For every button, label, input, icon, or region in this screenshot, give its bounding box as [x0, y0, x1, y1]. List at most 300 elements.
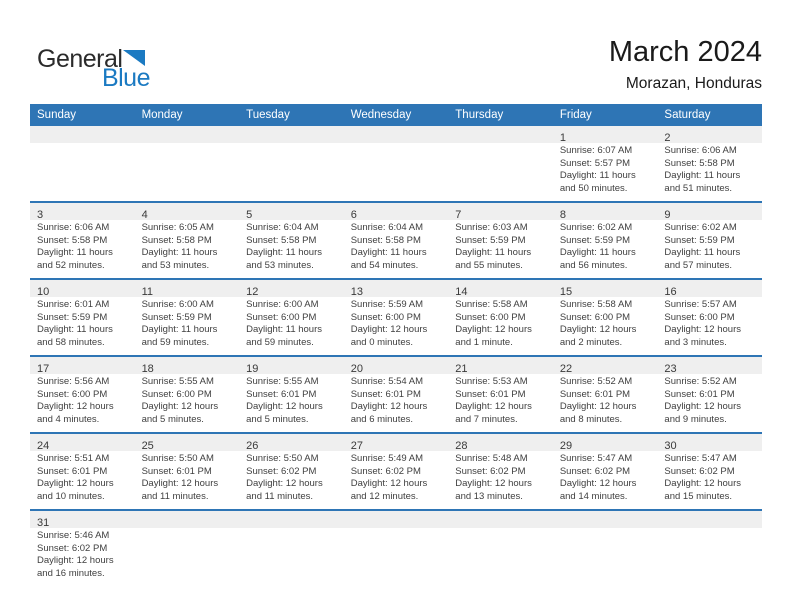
- calendar-day-16: [657, 280, 762, 355]
- day-number-band: [344, 511, 449, 528]
- day-details: [344, 451, 449, 509]
- calendar-day-17: [30, 357, 135, 432]
- day-number: 4: [141, 209, 148, 221]
- day-details: [30, 451, 135, 509]
- calendar-day-22: [553, 357, 658, 432]
- sunset-text: Sunset: 5:58 PM: [37, 234, 108, 246]
- day-header-sunday: Sunday: [37, 109, 77, 121]
- logo-text-blue: Blue: [101, 64, 150, 92]
- day-details: [344, 297, 449, 355]
- daylight-hours-text: Daylight: 12 hours: [664, 401, 741, 412]
- sunrise-text: Sunrise: 5:52 AM: [559, 376, 633, 387]
- day-number-band: [135, 126, 240, 143]
- calendar-day-12: [239, 280, 344, 355]
- calendar-day-empty: [344, 511, 449, 586]
- sunset-text: Sunset: 5:58 PM: [141, 234, 212, 246]
- day-number: 3: [37, 209, 44, 221]
- calendar-day-empty: [30, 126, 135, 201]
- day-number: 16: [664, 286, 677, 298]
- day-number-band: [448, 126, 553, 143]
- day-details: [30, 220, 135, 278]
- day-details: [553, 143, 658, 201]
- calendar-day-1: [553, 126, 658, 201]
- week-row: [30, 126, 762, 203]
- day-details: [657, 374, 762, 432]
- daylight-minutes-text: and 0 minutes.: [350, 336, 414, 348]
- daylight-hours-text: Daylight: 11 hours: [141, 247, 218, 258]
- daylight-hours-text: Daylight: 11 hours: [37, 247, 113, 258]
- sunrise-text: Sunrise: 5:54 AM: [350, 376, 424, 387]
- sunrise-text: Sunrise: 5:47 AM: [559, 453, 633, 464]
- day-details: [344, 374, 449, 432]
- calendar-day-empty: [448, 126, 553, 201]
- daylight-hours-text: Daylight: 12 hours: [664, 478, 741, 489]
- calendar-day-23: [657, 357, 762, 432]
- daylight-minutes-text: and 4 minutes.: [37, 413, 100, 425]
- day-number-band: [553, 126, 658, 143]
- sunset-text: Sunset: 5:59 PM: [559, 234, 631, 246]
- calendar-day-30: [657, 434, 762, 509]
- daylight-minutes-text: and 12 minutes.: [350, 490, 419, 502]
- location-subtitle: Morazan, Honduras: [625, 75, 762, 92]
- daylight-hours-text: Daylight: 11 hours: [559, 170, 636, 181]
- day-number-band: [553, 357, 658, 374]
- sunrise-text: Sunrise: 5:51 AM: [37, 453, 110, 464]
- daylight-hours-text: Daylight: 11 hours: [246, 247, 323, 258]
- calendar-day-11: [135, 280, 240, 355]
- day-number: 5: [246, 209, 253, 221]
- calendar-day-5: [239, 203, 344, 278]
- day-number-band: [344, 357, 449, 374]
- sunset-text: Sunset: 6:01 PM: [559, 388, 631, 400]
- sunrise-text: Sunrise: 5:46 AM: [37, 530, 110, 541]
- day-number-band: [448, 511, 553, 528]
- sunset-text: Sunset: 6:02 PM: [37, 542, 108, 554]
- daylight-minutes-text: and 51 minutes.: [664, 182, 733, 194]
- day-number: 30: [664, 440, 677, 452]
- week-row: [30, 280, 762, 357]
- calendar-day-19: [239, 357, 344, 432]
- weekday-header-row: [30, 104, 762, 126]
- calendar-day-empty: [553, 511, 658, 586]
- day-details: [135, 528, 240, 586]
- sunset-text: Sunset: 5:59 PM: [455, 234, 526, 246]
- calendar-day-29: [553, 434, 658, 509]
- calendar-day-empty: [135, 126, 240, 201]
- calendar-day-3: [30, 203, 135, 278]
- logo-text-general: General: [37, 45, 123, 73]
- calendar-day-empty: [344, 126, 449, 201]
- day-number-band: [30, 203, 135, 220]
- day-number-band: [135, 280, 240, 297]
- calendar-table: [30, 104, 762, 586]
- calendar-day-9: [657, 203, 762, 278]
- daylight-hours-text: Daylight: 12 hours: [559, 324, 637, 335]
- calendar-day-empty: [657, 511, 762, 586]
- day-details: [553, 220, 658, 278]
- day-number-band: [657, 203, 762, 220]
- daylight-hours-text: Daylight: 11 hours: [664, 247, 741, 258]
- day-number-band: [135, 434, 240, 451]
- calendar-day-26: [239, 434, 344, 509]
- daylight-minutes-text: and 11 minutes.: [246, 490, 314, 502]
- day-details: [657, 220, 762, 278]
- day-details: [239, 374, 344, 432]
- day-details: [239, 220, 344, 278]
- daylight-minutes-text: and 13 minutes.: [455, 490, 523, 502]
- day-header-saturday: Saturday: [664, 109, 711, 121]
- day-details: [448, 297, 553, 355]
- daylight-hours-text: Daylight: 12 hours: [455, 401, 532, 412]
- calendar-day-31: [30, 511, 135, 586]
- sunrise-text: Sunrise: 6:05 AM: [141, 222, 214, 233]
- day-details: [344, 143, 449, 201]
- calendar-day-15: [553, 280, 658, 355]
- day-header-friday: Friday: [559, 109, 592, 121]
- day-number: 6: [350, 209, 357, 221]
- day-details: [553, 374, 658, 432]
- daylight-hours-text: Daylight: 12 hours: [350, 324, 428, 335]
- day-details: [657, 143, 762, 201]
- day-details: [135, 143, 240, 201]
- calendar-day-empty: [239, 511, 344, 586]
- sunset-text: Sunset: 6:00 PM: [455, 311, 526, 323]
- daylight-minutes-text: and 53 minutes.: [246, 259, 314, 271]
- daylight-hours-text: Daylight: 11 hours: [664, 170, 741, 181]
- daylight-minutes-text: and 10 minutes.: [37, 490, 105, 502]
- sunset-text: Sunset: 5:58 PM: [664, 157, 735, 169]
- sunset-text: Sunset: 6:01 PM: [246, 388, 317, 400]
- day-number-band: [448, 434, 553, 451]
- week-row: [30, 434, 762, 511]
- day-number-band: [553, 511, 658, 528]
- daylight-hours-text: Daylight: 11 hours: [246, 324, 323, 335]
- day-details: [135, 220, 240, 278]
- day-number: 10: [37, 286, 50, 298]
- sunrise-text: Sunrise: 6:06 AM: [37, 222, 110, 233]
- day-details: [553, 528, 658, 586]
- daylight-minutes-text: and 59 minutes.: [246, 336, 314, 348]
- sunset-text: Sunset: 6:00 PM: [141, 388, 212, 400]
- day-number-band: [657, 434, 762, 451]
- calendar-day-8: [553, 203, 658, 278]
- day-number-band: [30, 280, 135, 297]
- daylight-minutes-text: and 15 minutes.: [664, 490, 733, 502]
- day-number-band: [30, 511, 135, 528]
- sunrise-text: Sunrise: 5:58 AM: [559, 299, 633, 310]
- daylight-hours-text: Daylight: 12 hours: [141, 401, 219, 412]
- day-details: [135, 297, 240, 355]
- week-row: [30, 203, 762, 280]
- sunrise-text: Sunrise: 6:03 AM: [455, 222, 528, 233]
- sunrise-text: Sunrise: 5:49 AM: [350, 453, 424, 464]
- day-number-band: [135, 511, 240, 528]
- sunrise-text: Sunrise: 6:02 AM: [559, 222, 633, 233]
- day-details: [30, 297, 135, 355]
- day-number-band: [344, 203, 449, 220]
- day-number: 25: [141, 440, 154, 452]
- day-number: 18: [141, 363, 154, 375]
- daylight-hours-text: Daylight: 12 hours: [141, 478, 219, 489]
- sunrise-text: Sunrise: 5:52 AM: [664, 376, 737, 387]
- sunset-text: Sunset: 6:02 PM: [455, 465, 526, 477]
- day-number-band: [239, 357, 344, 374]
- sunset-text: Sunset: 6:01 PM: [37, 465, 108, 477]
- sunrise-text: Sunrise: 6:04 AM: [246, 222, 319, 233]
- sunrise-text: Sunrise: 5:53 AM: [455, 376, 528, 387]
- sunset-text: Sunset: 5:58 PM: [246, 234, 317, 246]
- day-number-band: [553, 434, 658, 451]
- day-number: 14: [455, 286, 468, 298]
- day-number-band: [239, 203, 344, 220]
- day-details: [657, 451, 762, 509]
- daylight-minutes-text: and 52 minutes.: [37, 259, 105, 271]
- day-number-band: [657, 357, 762, 374]
- day-number-band: [344, 126, 449, 143]
- day-number-band: [30, 434, 135, 451]
- daylight-minutes-text: and 14 minutes.: [559, 490, 628, 502]
- daylight-hours-text: Daylight: 11 hours: [559, 247, 636, 258]
- day-number-band: [344, 280, 449, 297]
- calendar-day-empty: [239, 126, 344, 201]
- daylight-minutes-text: and 2 minutes.: [559, 336, 623, 348]
- sunrise-text: Sunrise: 5:57 AM: [664, 299, 737, 310]
- daylight-hours-text: Daylight: 12 hours: [455, 478, 532, 489]
- day-details: [239, 143, 344, 201]
- day-number-band: [344, 434, 449, 451]
- calendar-day-10: [30, 280, 135, 355]
- sunrise-text: Sunrise: 5:56 AM: [37, 376, 110, 387]
- daylight-minutes-text: and 56 minutes.: [559, 259, 628, 271]
- sunrise-text: Sunrise: 5:55 AM: [141, 376, 214, 387]
- sunset-text: Sunset: 6:00 PM: [350, 311, 421, 323]
- calendar-day-4: [135, 203, 240, 278]
- calendar-day-18: [135, 357, 240, 432]
- day-details: [448, 451, 553, 509]
- sunset-text: Sunset: 6:00 PM: [37, 388, 108, 400]
- day-number: 8: [559, 209, 566, 221]
- daylight-minutes-text: and 1 minute.: [455, 336, 513, 348]
- day-number: 7: [455, 209, 462, 221]
- sunrise-text: Sunrise: 5:55 AM: [246, 376, 319, 387]
- calendar-day-24: [30, 434, 135, 509]
- calendar-day-21: [448, 357, 553, 432]
- sunrise-text: Sunrise: 6:00 AM: [246, 299, 319, 310]
- title-block: [609, 36, 762, 93]
- day-header-thursday: Thursday: [455, 109, 504, 121]
- day-number: 12: [246, 286, 259, 298]
- sunset-text: Sunset: 6:01 PM: [455, 388, 526, 400]
- sunset-text: Sunset: 6:00 PM: [246, 311, 317, 323]
- daylight-minutes-text: and 11 minutes.: [141, 490, 209, 502]
- daylight-minutes-text: and 54 minutes.: [350, 259, 419, 271]
- sunset-text: Sunset: 6:00 PM: [559, 311, 631, 323]
- day-number-band: [135, 357, 240, 374]
- day-number-band: [657, 126, 762, 143]
- day-details: [657, 528, 762, 586]
- daylight-minutes-text: and 58 minutes.: [37, 336, 105, 348]
- calendar-day-20: [344, 357, 449, 432]
- sunrise-text: Sunrise: 6:07 AM: [559, 145, 633, 156]
- calendar-day-25: [135, 434, 240, 509]
- sunrise-text: Sunrise: 6:06 AM: [664, 145, 737, 156]
- day-number: 27: [350, 440, 363, 452]
- sunset-text: Sunset: 5:59 PM: [664, 234, 735, 246]
- day-number: 23: [664, 363, 677, 375]
- day-number-band: [448, 280, 553, 297]
- day-number: 31: [37, 517, 50, 529]
- daylight-hours-text: Daylight: 12 hours: [559, 478, 637, 489]
- day-number: 24: [37, 440, 50, 452]
- calendar-day-13: [344, 280, 449, 355]
- sunset-text: Sunset: 5:59 PM: [141, 311, 212, 323]
- sunset-text: Sunset: 6:01 PM: [664, 388, 735, 400]
- day-details: [30, 528, 135, 586]
- sunset-text: Sunset: 5:59 PM: [37, 311, 108, 323]
- day-details: [135, 374, 240, 432]
- day-number-band: [135, 203, 240, 220]
- day-number: 28: [455, 440, 468, 452]
- daylight-minutes-text: and 57 minutes.: [664, 259, 733, 271]
- sunrise-text: Sunrise: 5:50 AM: [141, 453, 214, 464]
- day-details: [448, 143, 553, 201]
- daylight-minutes-text: and 3 minutes.: [664, 336, 727, 348]
- sunrise-text: Sunrise: 5:59 AM: [350, 299, 424, 310]
- sunset-text: Sunset: 5:57 PM: [559, 157, 631, 169]
- sunrise-text: Sunrise: 6:00 AM: [141, 299, 214, 310]
- day-number-band: [448, 357, 553, 374]
- daylight-hours-text: Daylight: 12 hours: [37, 555, 114, 566]
- sunrise-text: Sunrise: 5:58 AM: [455, 299, 528, 310]
- day-number-band: [30, 357, 135, 374]
- day-details: [239, 451, 344, 509]
- daylight-hours-text: Daylight: 12 hours: [455, 324, 532, 335]
- sunset-text: Sunset: 6:02 PM: [664, 465, 735, 477]
- day-number-band: [239, 280, 344, 297]
- calendar-day-14: [448, 280, 553, 355]
- daylight-minutes-text: and 59 minutes.: [141, 336, 210, 348]
- day-number: 19: [246, 363, 259, 375]
- day-details: [30, 143, 135, 201]
- sunrise-text: Sunrise: 6:04 AM: [350, 222, 424, 233]
- day-number: 26: [246, 440, 259, 452]
- day-number: 17: [37, 363, 50, 375]
- day-number: 22: [559, 363, 573, 375]
- day-details: [239, 528, 344, 586]
- day-number: 1: [559, 132, 566, 144]
- day-number-band: [30, 126, 135, 143]
- calendar-weeks: [30, 126, 762, 586]
- day-number: 21: [455, 363, 468, 375]
- day-number: 20: [350, 363, 363, 375]
- day-number-band: [239, 126, 344, 143]
- daylight-minutes-text: and 50 minutes.: [559, 182, 628, 194]
- day-details: [344, 528, 449, 586]
- day-details: [553, 297, 658, 355]
- daylight-minutes-text: and 5 minutes.: [246, 413, 309, 425]
- daylight-hours-text: Daylight: 12 hours: [350, 478, 428, 489]
- week-row: [30, 357, 762, 434]
- calendar-day-7: [448, 203, 553, 278]
- day-number: 29: [559, 440, 573, 452]
- daylight-minutes-text: and 55 minutes.: [455, 259, 523, 271]
- sunrise-text: Sunrise: 5:48 AM: [455, 453, 528, 464]
- sunrise-text: Sunrise: 5:47 AM: [664, 453, 737, 464]
- day-number-band: [553, 280, 658, 297]
- general-blue-logo: [37, 45, 152, 92]
- day-number-band: [448, 203, 553, 220]
- daylight-hours-text: Daylight: 12 hours: [246, 478, 323, 489]
- calendar-day-empty: [135, 511, 240, 586]
- day-details: [448, 528, 553, 586]
- day-details: [657, 297, 762, 355]
- daylight-minutes-text: and 5 minutes.: [141, 413, 204, 425]
- sunset-text: Sunset: 5:58 PM: [350, 234, 421, 246]
- day-number: 9: [664, 209, 671, 221]
- daylight-hours-text: Daylight: 11 hours: [141, 324, 218, 335]
- sunset-text: Sunset: 6:01 PM: [141, 465, 212, 477]
- daylight-minutes-text: and 53 minutes.: [141, 259, 210, 271]
- day-header-tuesday: Tuesday: [246, 109, 290, 121]
- day-number: 2: [664, 132, 671, 144]
- daylight-hours-text: Daylight: 11 hours: [350, 247, 427, 258]
- sunset-text: Sunset: 6:02 PM: [559, 465, 631, 477]
- daylight-minutes-text: and 9 minutes.: [664, 413, 727, 425]
- week-row: [30, 511, 762, 586]
- daylight-hours-text: Daylight: 11 hours: [455, 247, 532, 258]
- calendar-day-27: [344, 434, 449, 509]
- day-number: 13: [350, 286, 363, 298]
- calendar-day-2: [657, 126, 762, 201]
- daylight-hours-text: Daylight: 12 hours: [246, 401, 323, 412]
- day-header-monday: Monday: [141, 109, 183, 121]
- sunset-text: Sunset: 6:00 PM: [664, 311, 735, 323]
- sunset-text: Sunset: 6:02 PM: [246, 465, 317, 477]
- sunrise-text: Sunrise: 6:01 AM: [37, 299, 110, 310]
- day-number-band: [657, 511, 762, 528]
- day-number-band: [553, 203, 658, 220]
- sunset-text: Sunset: 6:02 PM: [350, 465, 421, 477]
- day-details: [553, 451, 658, 509]
- daylight-hours-text: Daylight: 11 hours: [37, 324, 113, 335]
- sunrise-text: Sunrise: 5:50 AM: [246, 453, 319, 464]
- daylight-minutes-text: and 16 minutes.: [37, 567, 105, 579]
- calendar-day-6: [344, 203, 449, 278]
- day-number-band: [657, 280, 762, 297]
- daylight-minutes-text: and 6 minutes.: [350, 413, 414, 425]
- day-details: [30, 374, 135, 432]
- day-details: [344, 220, 449, 278]
- day-details: [448, 220, 553, 278]
- daylight-hours-text: Daylight: 12 hours: [37, 401, 114, 412]
- daylight-hours-text: Daylight: 12 hours: [350, 401, 428, 412]
- daylight-hours-text: Daylight: 12 hours: [559, 401, 637, 412]
- daylight-minutes-text: and 8 minutes.: [559, 413, 623, 425]
- month-title: March 2024: [608, 36, 762, 68]
- calendar-day-28: [448, 434, 553, 509]
- day-number: 15: [559, 286, 573, 298]
- sunrise-text: Sunrise: 6:02 AM: [664, 222, 737, 233]
- calendar-day-empty: [448, 511, 553, 586]
- sunset-text: Sunset: 6:01 PM: [350, 388, 421, 400]
- day-number: 11: [141, 286, 153, 298]
- day-details: [135, 451, 240, 509]
- daylight-hours-text: Daylight: 12 hours: [37, 478, 114, 489]
- day-details: [448, 374, 553, 432]
- day-number-band: [239, 511, 344, 528]
- daylight-hours-text: Daylight: 12 hours: [664, 324, 741, 335]
- day-header-wednesday: Wednesday: [350, 109, 412, 121]
